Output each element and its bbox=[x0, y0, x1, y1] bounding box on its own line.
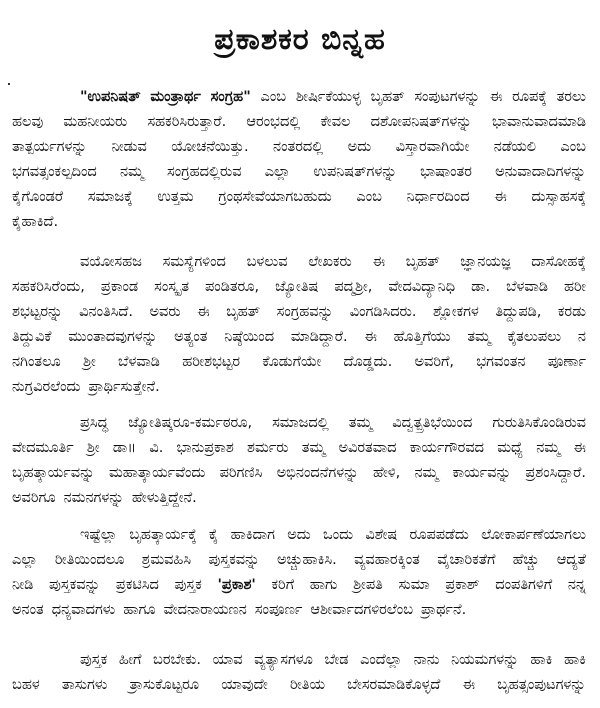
word: ನ bbox=[577, 329, 586, 345]
word: ಎಂದೆಲ್ಲಾ bbox=[360, 652, 402, 668]
word: ವೇದಮೂರ್ತಿ bbox=[12, 440, 74, 456]
word: ಶರ್ಮರು bbox=[247, 440, 289, 456]
word: ಜ್ಯೋತಿಷ್ಕರೂ-ಕರ್ಮಠರೂ, bbox=[128, 415, 253, 431]
word: ಕೈ bbox=[208, 527, 219, 543]
word: ಅದು bbox=[287, 527, 311, 543]
word: ವ್ಯವಹಾರಕ್ಕಿಂತ bbox=[354, 552, 420, 568]
word: ವಿ. bbox=[149, 440, 164, 456]
word: ದೊಡ್ಡದು. bbox=[343, 354, 393, 370]
word: ಆದ್ಯತೆ bbox=[556, 552, 586, 568]
word: ಬೇಸರಮಾಡಿಕೊಳ್ಳದೆ bbox=[347, 677, 441, 693]
paragraph-2-line bbox=[80, 250, 586, 274]
word: ನಮ್ಮ bbox=[536, 440, 561, 456]
paragraph-4-line bbox=[12, 598, 586, 622]
word: ಪುಸ್ತಕ bbox=[80, 652, 108, 668]
word: ನನ್ನ bbox=[567, 577, 586, 593]
word: ಸಮಸ್ಯೆಗಳಿಂದ bbox=[162, 254, 226, 270]
word: ನಂತರದಲ್ಲಿ bbox=[273, 139, 324, 155]
word: ಜ್ಯೋತಿಷ bbox=[275, 279, 319, 295]
paragraph-2-line bbox=[12, 300, 586, 324]
word: ಮುಂತಾದವುಗಳನ್ನು bbox=[68, 329, 158, 345]
word: ಮಹಾತ್ಕಾರ್ಯವೆಂದು bbox=[108, 465, 206, 481]
word: ಪ್ರಾರ್ಥನೆ. bbox=[421, 602, 467, 618]
word: ಸಮಾಜದಲ್ಲಿ bbox=[272, 415, 329, 431]
paragraph-1-line bbox=[12, 210, 586, 234]
word: ಕೊಡುಗೆಯೇ bbox=[262, 354, 322, 370]
word: ಅತ್ಯಂತ bbox=[174, 329, 208, 345]
word: ಆರಂಭದಲ್ಲಿ bbox=[246, 114, 301, 130]
word: ತರಲು bbox=[556, 89, 586, 105]
word: ವಿಸ್ತಾರವಾಗಿಯೇ bbox=[395, 139, 470, 155]
word: ಎಲ್ಲಾ bbox=[12, 552, 38, 568]
word: ಹಾಗೂ bbox=[123, 602, 156, 618]
word: ದಾಸೋಹಕ್ಕೆ bbox=[531, 254, 586, 270]
word: ಸಂಸ್ಕೃತ bbox=[154, 279, 189, 295]
word: ಸಮಾಜಕ್ಕೆ bbox=[87, 189, 133, 205]
paragraph-2-line bbox=[12, 325, 586, 349]
word: ಅವರಿಗೂ bbox=[12, 490, 56, 506]
word: ರೀತಿಯ bbox=[289, 677, 326, 693]
paragraph-2-line bbox=[12, 350, 586, 374]
word: ವಿದ್ವತ್ಪ್ರತಿಭೆಯಿಂದ bbox=[392, 415, 473, 431]
paragraph-3-line bbox=[12, 461, 586, 485]
word: ಪೂರ್ಣಾ bbox=[547, 354, 586, 370]
word: ತಾಸುಗಳು bbox=[61, 677, 108, 693]
word: ಸಹಕರಿಸಿರೆಂದು, bbox=[12, 279, 85, 295]
word: ಸಂಪುಟಗಳನ್ನು bbox=[414, 89, 481, 105]
word: "ಉಪನಿಷತ್ bbox=[80, 89, 141, 105]
word: ನೀಡುವ bbox=[111, 139, 147, 155]
word: ಕೇವಲ bbox=[320, 114, 351, 130]
word: ಬರಬೇಕು. bbox=[153, 652, 201, 668]
word: ಅಭಿನಂದನೆಗಳನ್ನು bbox=[276, 465, 359, 481]
word: ತಮ್ಮ bbox=[348, 415, 373, 431]
word: ಎಂಬ bbox=[356, 189, 382, 205]
paragraph-3-line bbox=[12, 436, 586, 460]
word: ಮಹನೀಯರು bbox=[63, 114, 128, 130]
word: ಪ್ರಕಾಂಡ bbox=[100, 279, 139, 295]
word: ವಿಂಗಡಿಸಿದರು. bbox=[349, 304, 417, 320]
word: ಅವರಿಗೆ, bbox=[414, 354, 455, 370]
word: ಹಾಕಿ bbox=[530, 652, 553, 668]
word: ಮಂತ್ರಾರ್ಥ bbox=[150, 89, 201, 105]
word: ಬೇಡ bbox=[324, 652, 349, 668]
word: ಹೀಗೆ bbox=[118, 652, 142, 668]
word: ವಿನಂತಿಸಿದೆ. bbox=[79, 304, 133, 320]
paragraph-2-line bbox=[12, 375, 586, 399]
word: ಭಗವತ್ಸಂಕಲ್ಪದಿಂದ bbox=[12, 164, 97, 180]
word: ಡಾ. bbox=[471, 279, 491, 295]
word: ಕರಡು bbox=[557, 304, 586, 320]
word: ಹಾಕಿ bbox=[563, 652, 586, 668]
word: ಧನ್ಯವಾದಗಳು bbox=[51, 602, 116, 618]
word: ಸಂಗ್ರಹ" bbox=[210, 89, 251, 105]
word: ಹೇಳುತ್ತಿದ್ದೇನೆ. bbox=[131, 490, 197, 506]
word: ಲೋಕಾರ್ಪಣೆಯಾಗಲು bbox=[481, 527, 586, 543]
word: ಮಧ್ಯೆ bbox=[497, 440, 524, 456]
word: ಪ್ರಕಟಿಸಿದ bbox=[115, 577, 159, 593]
word: ಈ bbox=[372, 254, 386, 270]
word: ಯೋಚನೆಯಿತ್ತು. bbox=[171, 139, 249, 155]
word: ಹಲವು bbox=[12, 114, 44, 130]
paragraph-1-line bbox=[80, 85, 586, 109]
word: ಕರಿಗೆ bbox=[271, 577, 295, 593]
word: ಮಾಡಿದ್ದಾರೆ. bbox=[290, 329, 348, 345]
word: ಪುಸ್ತಕವನ್ನು bbox=[208, 552, 260, 568]
word: ಆಶೀರ್ವಾದಗಳಿರಲೆಂಬ bbox=[310, 602, 414, 618]
word: ಇಷ್ಟೆಲ್ಲಾ bbox=[80, 527, 118, 543]
word: ನಿಯಮಗಳನ್ನು bbox=[451, 652, 519, 668]
word: ವೈಚಾರಿಕತೆಗೆ bbox=[437, 552, 496, 568]
word: ಹರೀ bbox=[563, 279, 586, 295]
word: ನಿರ್ಧಾರದಿಂದ bbox=[406, 189, 470, 205]
word: ಅವಿರತವಾದ bbox=[338, 440, 397, 456]
word: ನಿಷ್ಠೆಯಿಂದ bbox=[224, 329, 275, 345]
word: ಶ್ರೀ bbox=[83, 354, 96, 370]
word: ಬೆಳವಾಡಿ bbox=[506, 279, 548, 295]
word: ಬಹಳ bbox=[12, 677, 40, 693]
word: ಬೃಹತ್ bbox=[226, 304, 261, 320]
word: ದಂಪತಿಗಳಿಗೆ bbox=[495, 577, 553, 593]
word: ಪುಸ್ತಕ bbox=[174, 577, 202, 593]
word: ಬೃಹತ್ bbox=[405, 254, 440, 270]
word: ಯಾವ bbox=[212, 652, 243, 668]
word: ರೀತಿಯಿಂದಲೂ bbox=[54, 552, 125, 568]
paragraph-3-line bbox=[80, 411, 586, 435]
word: ಶ್ರೀ bbox=[86, 440, 100, 456]
word: ದಶೋಪನಿಷತ್‌ಗಳನ್ನು bbox=[370, 114, 472, 130]
word: ಹರೀಶಭಟ್ಟರ bbox=[182, 354, 241, 370]
speck bbox=[8, 83, 10, 85]
page-title: ಪ್ರಕಾಶಕರ ಬಿನ್ನಹ bbox=[214, 22, 386, 57]
word: ಬೃಹತ್ಕಾರ್ಯವನ್ನು bbox=[12, 465, 95, 481]
word: ಬೃಹತ್ bbox=[370, 89, 405, 105]
word: ನಡೆಯಲಿ bbox=[493, 139, 536, 155]
word: ಹೇಳಿ, bbox=[372, 465, 401, 481]
word: ಈ bbox=[364, 329, 377, 345]
word: ಶ್ಲೋಕಗಳ bbox=[432, 304, 479, 320]
word: ಅದು bbox=[347, 139, 372, 155]
word: ಪ್ರಸಿದ್ಧ bbox=[80, 415, 109, 431]
word: ಜ್ಞಾನಯಜ್ಞ bbox=[460, 254, 511, 270]
word: ಸಹಕರಿಸಿರುತ್ತಾರೆ. bbox=[147, 114, 227, 130]
word: ಶೀರ್ಷಿಕೆಯುಳ್ಳ bbox=[295, 89, 361, 105]
word: ಅಚ್ಚುಹಾಕಿಸಿ. bbox=[277, 552, 337, 568]
word: ಸಂಗ್ರಹದಲ್ಲಿರುವ bbox=[167, 164, 242, 180]
word: ಲೇಖಕರು bbox=[308, 254, 352, 270]
paragraph-4-line bbox=[12, 548, 586, 572]
word: ಗ್ರಂಥಸೇವೆಯಾಗಬಹುದು bbox=[218, 189, 332, 205]
word: ನಮ್ಮ bbox=[414, 465, 439, 481]
word: ನಾನು bbox=[413, 652, 440, 668]
paragraph-1-line bbox=[12, 135, 586, 159]
word: ಹೆಚ್ಚು bbox=[512, 552, 540, 568]
word: ಬೃಹತ್ಸಂಪುಟಗಳನ್ನು bbox=[497, 677, 586, 693]
word: ಯಾವುದೇ bbox=[221, 677, 268, 693]
word: ನೀಡಿ bbox=[12, 577, 34, 593]
word: ಈ bbox=[462, 677, 476, 693]
word: ತಮ್ಮ bbox=[467, 329, 491, 345]
word: ಸಂಪೂರ್ಣ bbox=[254, 602, 303, 618]
word: ಅನಂತ bbox=[12, 602, 44, 618]
word: ಈ bbox=[197, 304, 210, 320]
word: ಪದ್ಮಶ್ರೀ, bbox=[334, 279, 373, 295]
paragraph-3-line bbox=[12, 486, 586, 510]
paragraph-5-line bbox=[12, 673, 586, 697]
word: ದುಸ್ಸಾಹಸಕ್ಕೆ bbox=[531, 189, 586, 205]
word: ಕಾರ್ಯಗೌರವದ bbox=[409, 440, 485, 456]
word: ಉಪನಿಷತ್‌ಗಳನ್ನು bbox=[313, 164, 397, 180]
word: ತ್ರಾಸುಕೊಟ್ಟರೂ bbox=[129, 677, 200, 693]
word: ರೂಪಕ್ಕೆ bbox=[512, 89, 547, 105]
word: ಬಳಲುವ bbox=[246, 254, 288, 270]
word: ಪರಿಗಣಿಸಿ bbox=[219, 465, 263, 481]
word: ಪ್ರಕಾಶ್ bbox=[445, 577, 480, 593]
word: ನುಗ್ರವಿರಲೆಂದು bbox=[12, 379, 81, 395]
word: ಪುಸ್ತಕವನ್ನು bbox=[49, 577, 101, 593]
word: ಎಂಬ bbox=[260, 89, 287, 105]
word: ತಿದ್ದುಪಡಿ, bbox=[495, 304, 542, 320]
word: ಕೈಹಾಕಿದೆ. bbox=[12, 214, 59, 230]
word: ಶ್ರೀಪತಿ bbox=[353, 577, 383, 593]
word: ಪಂಡಿತರೂ, bbox=[205, 279, 260, 295]
word: ಅವರು bbox=[149, 304, 181, 320]
paragraph-4-line bbox=[80, 523, 586, 547]
word: ವೇದವಿದ್ಯಾನಿಧಿ bbox=[388, 279, 456, 295]
word: ಹೊತ್ತಿಗೆಯು bbox=[393, 329, 451, 345]
word: ಕೈಗೊಂಡರೆ bbox=[12, 189, 64, 205]
word: ಉತ್ತಮ bbox=[157, 189, 194, 205]
word: ನಮ್ಮ bbox=[119, 164, 144, 180]
word: ಈ bbox=[489, 89, 503, 105]
word: ಕೈತಲುಪಲು bbox=[507, 329, 562, 345]
paragraph-5-line bbox=[80, 648, 586, 672]
word: ವಿಶೇಷ bbox=[365, 527, 398, 543]
word: ಶ್ರಮವಹಿಸಿ bbox=[141, 552, 192, 568]
paragraph-1-line bbox=[12, 110, 586, 134]
word: ವೇದನಾರಾಯಣನ bbox=[163, 602, 247, 618]
word: ಡಾ॥ bbox=[112, 440, 137, 456]
word: ಎಂಬ bbox=[560, 139, 586, 155]
word: ತಿದ್ದುವಿಕೆ bbox=[12, 329, 52, 345]
word: ಭಾಷಾಂತರ bbox=[420, 164, 472, 180]
word: ಸಂಗ್ರಹವನ್ನು bbox=[276, 304, 334, 320]
word: ಒಂದು bbox=[322, 527, 354, 543]
word: ಸುಮಾ bbox=[398, 577, 430, 593]
paragraph-4-line bbox=[12, 573, 586, 597]
word: ಕಾರ್ಯವನ್ನು bbox=[452, 465, 512, 481]
word: ರೂಪಪಡೆದು bbox=[409, 527, 469, 543]
word: ಪ್ರಾರ್ಥಿಸುತ್ತೇನೆ. bbox=[88, 379, 160, 395]
word: ತಾತ್ಪರ್ಯಗಳನ್ನು bbox=[12, 139, 87, 155]
word: ಶಭಟ್ಟರನ್ನು bbox=[12, 304, 63, 320]
word: ಈ bbox=[494, 189, 507, 205]
paragraph-1-line bbox=[12, 160, 586, 184]
word: ತಮ್ಮ bbox=[301, 440, 326, 456]
word: ಗುರುತಿಸಿಕೊಂಡಿರುವ bbox=[492, 415, 586, 431]
word: ಭಾವಾನುವಾದಮಾಡಿ bbox=[492, 114, 586, 130]
word: ವ್ಯತ್ಯಾಸಗಳೂ bbox=[254, 652, 313, 668]
paragraph-1-line bbox=[12, 185, 586, 209]
word: ನಮನಗಳನ್ನು bbox=[63, 490, 124, 506]
word: ಪ್ರಶಂಸಿದ್ದಾರೆ. bbox=[525, 465, 586, 481]
word: ಅನುವಾದಾದಿಗಳನ್ನು bbox=[495, 164, 586, 180]
word: ಬೃಹತ್ಕಾರ್ಯಕ್ಕೆ bbox=[129, 527, 197, 543]
word: ನಗಿಂತಲೂ bbox=[12, 354, 61, 370]
word: ವಯೋಸಹಜ bbox=[80, 254, 142, 270]
word: ಈ bbox=[573, 440, 586, 456]
word: ಭಗವಂತನ bbox=[476, 354, 526, 370]
word: ಭಾನುಪ್ರಕಾಶ bbox=[176, 440, 234, 456]
word: 'ಪ್ರಕಾಶ' bbox=[217, 577, 256, 593]
word: ಎಲ್ಲಾ bbox=[264, 164, 291, 180]
word: ಬೆಳವಾಡಿ bbox=[118, 354, 160, 370]
word: ಹಾಕಿದಾಗ bbox=[230, 527, 275, 543]
word: ಹಾಗು bbox=[309, 577, 338, 593]
paragraph-2-line bbox=[12, 275, 586, 299]
